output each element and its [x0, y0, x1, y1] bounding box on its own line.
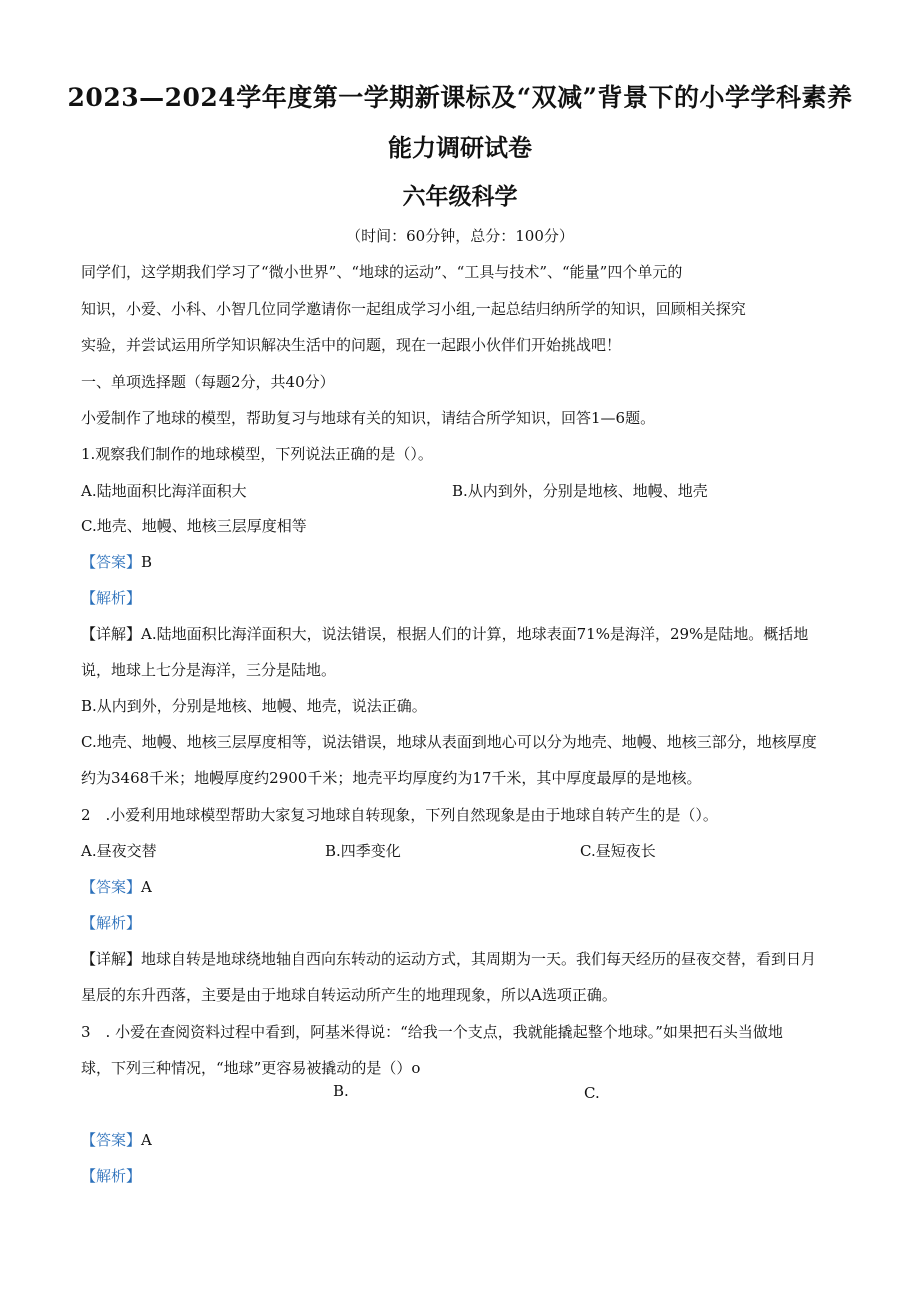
subject-title: 六年级科学 [402, 183, 518, 210]
q2-detail-line-1 [81, 949, 816, 969]
q3-option-c: C. [584, 1084, 600, 1102]
q1-answer [81, 552, 152, 572]
section-context: 小爱制作了地球的模型，帮助复习与地球有关的知识，请结合所学知识，回答1—6题。 [81, 409, 656, 427]
q2-option-c: C.昼短夜长 [580, 842, 656, 860]
q1-detail-line-2: 说，地球上七分是海洋，三分是陆地。 [81, 661, 337, 679]
q1-analysis [81, 588, 141, 608]
intro-line-3: 实验，并尝试运用所学知识解决生活中的问题，现在一起跟小伙伴们开始挑战吧！ [81, 336, 622, 354]
exam-title-line2: 能力调研试卷 [388, 133, 532, 162]
q2-detail-text-1: 地球自转是地球绕地轴自西向东转动的运动方式，其周期为一天。我们每天经历的昼夜交替，看到日月 [141, 950, 817, 968]
q3-stem-line-1: 3 . 小爱在查阅资料过程中看到，阿基米得说：“给我一个支点，我就能撬起整个地球。”如果把石头当做地 [81, 1023, 783, 1041]
analysis-tag: 【解析】 [81, 914, 142, 932]
intro-line-1: 同学们，这学期我们学习了“微小世界”、“地球的运动”、“工具与技术”、“能量”四个单元的 [81, 263, 683, 281]
q3-stem-line-2: 球，下列三种情况，“地球”更容易被撬动的是（）o [81, 1059, 421, 1077]
exam-title: 2023—2024学年度第一学期新课标及“双减”背景下的小学学科素养 [67, 83, 853, 112]
analysis-tag: 【解析】 [81, 1167, 142, 1185]
q2-option-b: B.四季变化 [325, 842, 401, 860]
q2-detail-line-2: 星辰的东升西落，主要是由于地球自转运动所产生的地理现象，所以A选项正确。 [81, 986, 617, 1004]
section-heading: 一、单项选择题（每题2分，共40分） [81, 373, 335, 391]
q2-answer [81, 877, 152, 897]
q3-answer-value: A [141, 1131, 152, 1149]
detail-tag: 【详解】 [81, 950, 142, 968]
analysis-tag: 【解析】 [81, 589, 142, 607]
q1-detail-line-4: C.地壳、地幔、地核三层厚度相等，说法错误，地球从表面到地心可以分为地壳、地幔、地核三部分，地核厚度 [81, 733, 817, 751]
q2-answer-value: A [141, 878, 152, 896]
answer-tag: 【答案】 [81, 553, 142, 571]
q1-option-b: B.从内到外，分别是地核、地幔、地壳 [452, 482, 708, 500]
q2-option-a: A.昼夜交替 [81, 842, 157, 860]
q2-stem: 2 .小爱利用地球模型帮助大家复习地球自转现象，下列自然现象是由于地球自转产生的是（）。 [81, 806, 718, 824]
q2-analysis [81, 913, 141, 933]
q1-detail-line-3: B.从内到外，分别是地核、地幔、地壳，说法正确。 [81, 697, 427, 715]
q1-detail-line-1 [81, 624, 808, 644]
answer-tag: 【答案】 [81, 1131, 142, 1149]
q1-detail-line-5: 约为3468千米；地幔厚度约2900千米；地壳平均厚度约为17千米，其中厚度最厚的是地核。 [81, 769, 702, 787]
intro-line-2: 知识，小爱、小科、小智几位同学邀请你一起组成学习小组,一起总结归纳所学的知识，回顾相关探究 [81, 300, 746, 318]
detail-tag: 【详解】 [81, 625, 142, 643]
q1-option-a: A.陆地面积比海洋面积大 [81, 482, 247, 500]
q3-option-b: B. [333, 1082, 349, 1100]
q1-option-c: C.地壳、地幔、地核三层厚度相等 [81, 517, 307, 535]
time-info: （时间：60分钟，总分：100分） [346, 227, 574, 245]
q1-stem: 1.观察我们制作的地球模型，下列说法正确的是（）。 [81, 445, 433, 463]
q3-answer [81, 1130, 152, 1150]
answer-tag: 【答案】 [81, 878, 142, 896]
q1-answer-value: B [141, 553, 153, 571]
q1-detail-text-1: A.陆地面积比海洋面积大，说法错误，根据人们的计算，地球表面71%是海洋，29%是陆地。概括地 [141, 625, 809, 643]
q3-analysis [81, 1166, 141, 1186]
